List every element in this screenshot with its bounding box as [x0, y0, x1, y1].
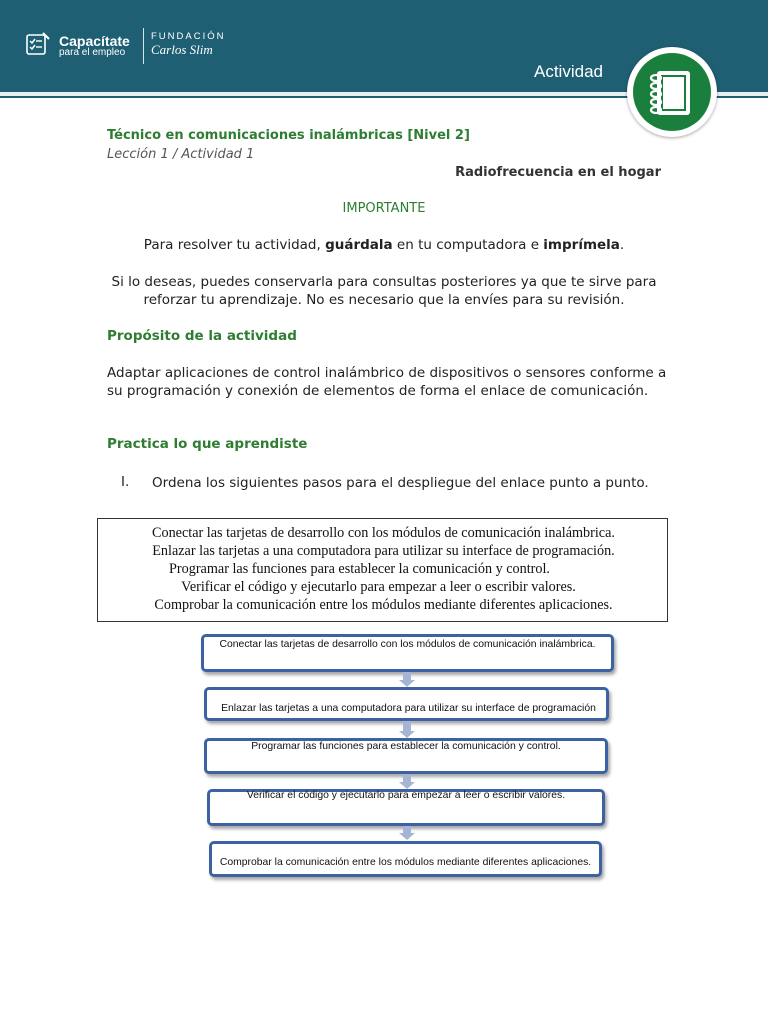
- steps-box-item: Programar las funciones para establecer la comunicación y control.: [169, 561, 550, 577]
- steps-box: [97, 518, 668, 622]
- activity-badge: [627, 47, 717, 137]
- steps-box-item: Enlazar las tarjetas a una computadora para utilizar su interface de programación.: [152, 543, 615, 559]
- instructions-text-1: Para resolver tu actividad,: [143, 237, 326, 253]
- instructions-text-2: en tu computadora e: [392, 237, 544, 253]
- flow-step-5: [209, 841, 602, 877]
- flow-step-label: Programar las funciones para establecer la comunicación y control.: [251, 741, 561, 752]
- notebook-icon: [627, 47, 717, 137]
- flow-arrow-icon: [399, 782, 415, 789]
- flow-step-label: Enlazar las tarjetas a una computadora para utilizar su interface de programación: [221, 703, 596, 714]
- practice-heading: Practica lo que aprendiste: [107, 436, 308, 452]
- important-label: IMPORTANTE: [342, 201, 426, 216]
- course-title: Técnico en comunicaciones inalámbricas [Nivel 2]: [107, 128, 470, 143]
- activity-label: Actividad: [534, 62, 603, 81]
- question-number: I.: [121, 474, 130, 490]
- question-text: Ordena los siguientes pasos para el despliegue del enlace punto a punto.: [152, 475, 649, 491]
- steps-box-item: Conectar las tarjetas de desarrollo con los módulos de comunicación inalámbrica.: [152, 525, 615, 541]
- flow-step-label: Conectar las tarjetas de desarrollo con los módulos de comunicación inalámbrica.: [219, 639, 596, 650]
- purpose-heading: Propósito de la actividad: [107, 328, 297, 344]
- logo-divider: [143, 28, 144, 64]
- flow-arrow-stem: [403, 721, 411, 731]
- flow-step-4: [207, 789, 605, 826]
- foundation-name: Carlos Slim: [151, 42, 213, 57]
- flow-arrow-icon: [399, 731, 415, 738]
- foundation-label: FUNDACIÓN: [151, 31, 226, 42]
- logo-title: Capacítate: [59, 33, 130, 49]
- flow-step-label: Comprobar la comunicación entre los módulos mediante diferentes aplicaciones.: [219, 857, 592, 868]
- flow-step-3: [204, 738, 608, 774]
- lesson-label: Lección 1 / Actividad 1: [107, 147, 255, 162]
- flow-arrow-icon: [399, 680, 415, 687]
- checklist-logo-icon: [25, 32, 51, 56]
- flow-step-label: Verificar el código y ejecutarlo para empezar a leer o escribir valores.: [246, 790, 566, 801]
- instructions: [0, 237, 768, 253]
- flow-arrow-stem: [403, 774, 411, 782]
- purpose-paragraph: Adaptar aplicaciones de control inalámbrico de dispositivos o sensores conforme a su programación y conexión de elementos de forma el enlace de comunicación.: [107, 365, 667, 399]
- topic-title: Radiofrecuencia en el hogar: [455, 165, 661, 180]
- steps-box-item: Comprobar la comunicación entre los módulos mediante diferentes aplicaciones.: [154, 597, 613, 613]
- instructions-bold-print: imprímela: [543, 237, 620, 253]
- steps-box-item: Verificar el código y ejecutarlo para empezar a leer o escribir valores.: [181, 579, 576, 595]
- instructions-text-3: .: [619, 237, 625, 253]
- flow-step-1: [201, 634, 614, 672]
- flow-arrow-icon: [399, 833, 415, 840]
- flow-step-2: [204, 687, 609, 721]
- instructions-bold-save: guárdala: [325, 237, 393, 253]
- logo-subtitle: para el empleo: [59, 47, 126, 58]
- note-paragraph: Si lo deseas, puedes conservarla para consultas posteriores ya que te sirve para reforzar tu aprendizaje. No es necesario que la envíes para su revisión.: [111, 274, 657, 308]
